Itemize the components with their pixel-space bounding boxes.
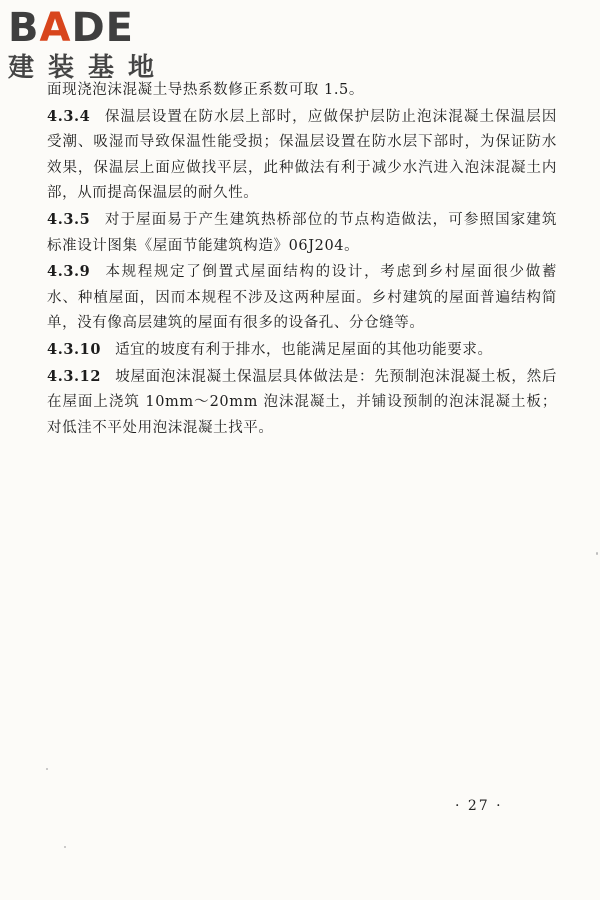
- clause-4-3-9: [47, 259, 557, 337]
- scan-speck: [596, 552, 598, 555]
- clause-4-3-10: [47, 337, 557, 364]
- clause-text: 保温层设置在防水层上部时，应做保护层防止泡沫混凝土保温层因受潮、吸湿而导致保温性能受损；保温层设置在防水层下部时，为保证防水效果，保温层上面应做找平层，此种做法有利于减少水汽进入泡沫混凝土内部，从而提高保温层的耐久性。: [47, 108, 557, 202]
- clause-4-3-5: [47, 207, 557, 259]
- scan-speck: [64, 846, 66, 848]
- page-number: · 27 ·: [455, 798, 503, 814]
- document-body: [47, 78, 557, 441]
- clause-number: 4.3.4: [47, 107, 91, 125]
- logo-wordmark: BADE: [8, 5, 134, 51]
- scan-speck: [46, 768, 48, 770]
- clause-4-3-4: [47, 104, 557, 207]
- paragraph-text: 面现浇泡沫混凝土导热系数修正系数可取 1.5。: [47, 82, 364, 98]
- clause-number: 4.3.10: [47, 340, 102, 358]
- clause-number: 4.3.9: [47, 263, 91, 281]
- clause-text: 对于屋面易于产生建筑热桥部位的节点构造做法，可参照国家建筑标准设计图集《屋面节能建筑构造》06J204。: [47, 211, 557, 254]
- site-logo: [8, 4, 180, 88]
- clause-4-3-12: [47, 364, 557, 442]
- clause-text: 适宜的坡度有利于排水，也能满足屋面的其他功能要求。: [115, 341, 493, 358]
- logo-chinese-name: 建装基地: [8, 53, 169, 83]
- clause-number: 4.3.5: [47, 210, 91, 228]
- paragraph-continuation: [47, 78, 557, 104]
- clause-number: 4.3.12: [47, 367, 102, 385]
- clause-text: 坡屋面泡沫混凝土保温层具体做法是：先预制泡沫混凝土板，然后在屋面上浇筑 10mm～20mm 泡沫混凝土，并铺设预制的泡沫混凝土板；对低洼不平处用泡沫混凝土找平。: [47, 368, 557, 436]
- clause-text: 本规程规定了倒置式屋面结构的设计，考虑到乡村屋面很少做蓄水、种植屋面，因而本规程不涉及这两种屋面。乡村建筑的屋面普遍结构简单，没有像高层建筑的屋面有很多的设备孔、分仓缝等。: [47, 264, 557, 332]
